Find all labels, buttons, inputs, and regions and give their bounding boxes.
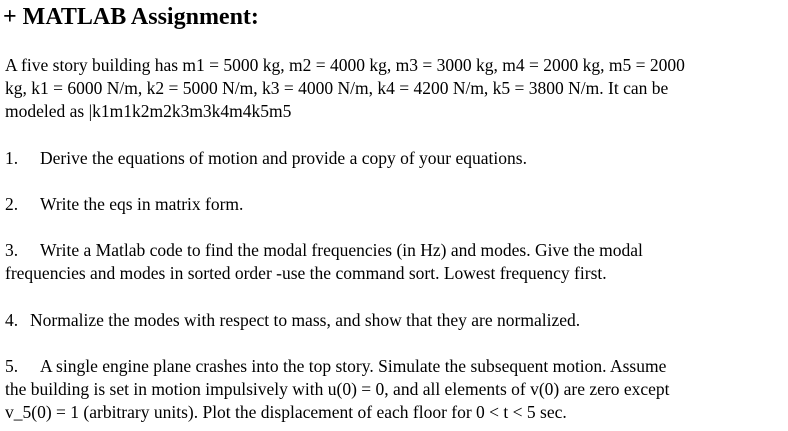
question-number-1: 1. [5, 148, 19, 168]
intro-line-1: A five story building has m1 = 5000 kg, m2 = 4000 kg, m3 = 3000 kg, m4 = 2000 kg, m5 = 2000 [5, 55, 685, 75]
question-item-3 [5, 239, 785, 285]
question-text-5-line-1: A single engine plane crashes into the top story. Simulate the subsequent motion. Assume [40, 356, 667, 376]
intro-line-2: kg, k1 = 6000 N/m, k2 = 5000 N/m, k3 = 4000 N/m, k4 = 4200 N/m, k5 = 3800 N/m. It can be [5, 78, 669, 98]
question-item-4 [5, 309, 785, 332]
question-item-2 [5, 193, 785, 216]
question-number-3: 3. [5, 240, 19, 260]
question-number-2: 2. [5, 194, 19, 214]
intro-line-3: modeled as |k1m1k2m2k3m3k4m4k5m5 [5, 101, 292, 121]
question-item-5 [5, 355, 785, 424]
question-text-1: Derive the equations of motion and provide a copy of your equations. [40, 148, 527, 168]
question-number-4: 4. [5, 310, 19, 330]
question-text-5-line-3: v_5(0) = 1 (arbitrary units). Plot the displacement of each floor for 0 < t < 5 sec. [5, 402, 567, 422]
question-text-3-line-1: Write a Matlab code to find the modal frequencies (in Hz) and modes. Give the modal [40, 240, 643, 260]
page-title: + MATLAB Assignment: [3, 4, 259, 30]
intro-paragraph [5, 54, 785, 123]
question-text-4: Normalize the modes with respect to mass, and show that they are normalized. [30, 310, 581, 330]
question-text-3-line-2: frequencies and modes in sorted order -use the command sort. Lowest frequency first. [5, 263, 607, 283]
question-item-1 [5, 147, 785, 170]
question-text-2: Write the eqs in matrix form. [40, 194, 244, 214]
question-text-5-line-2: the building is set in motion impulsively with u(0) = 0, and all elements of v(0) are zero except [5, 379, 670, 399]
question-number-5: 5. [5, 356, 19, 376]
